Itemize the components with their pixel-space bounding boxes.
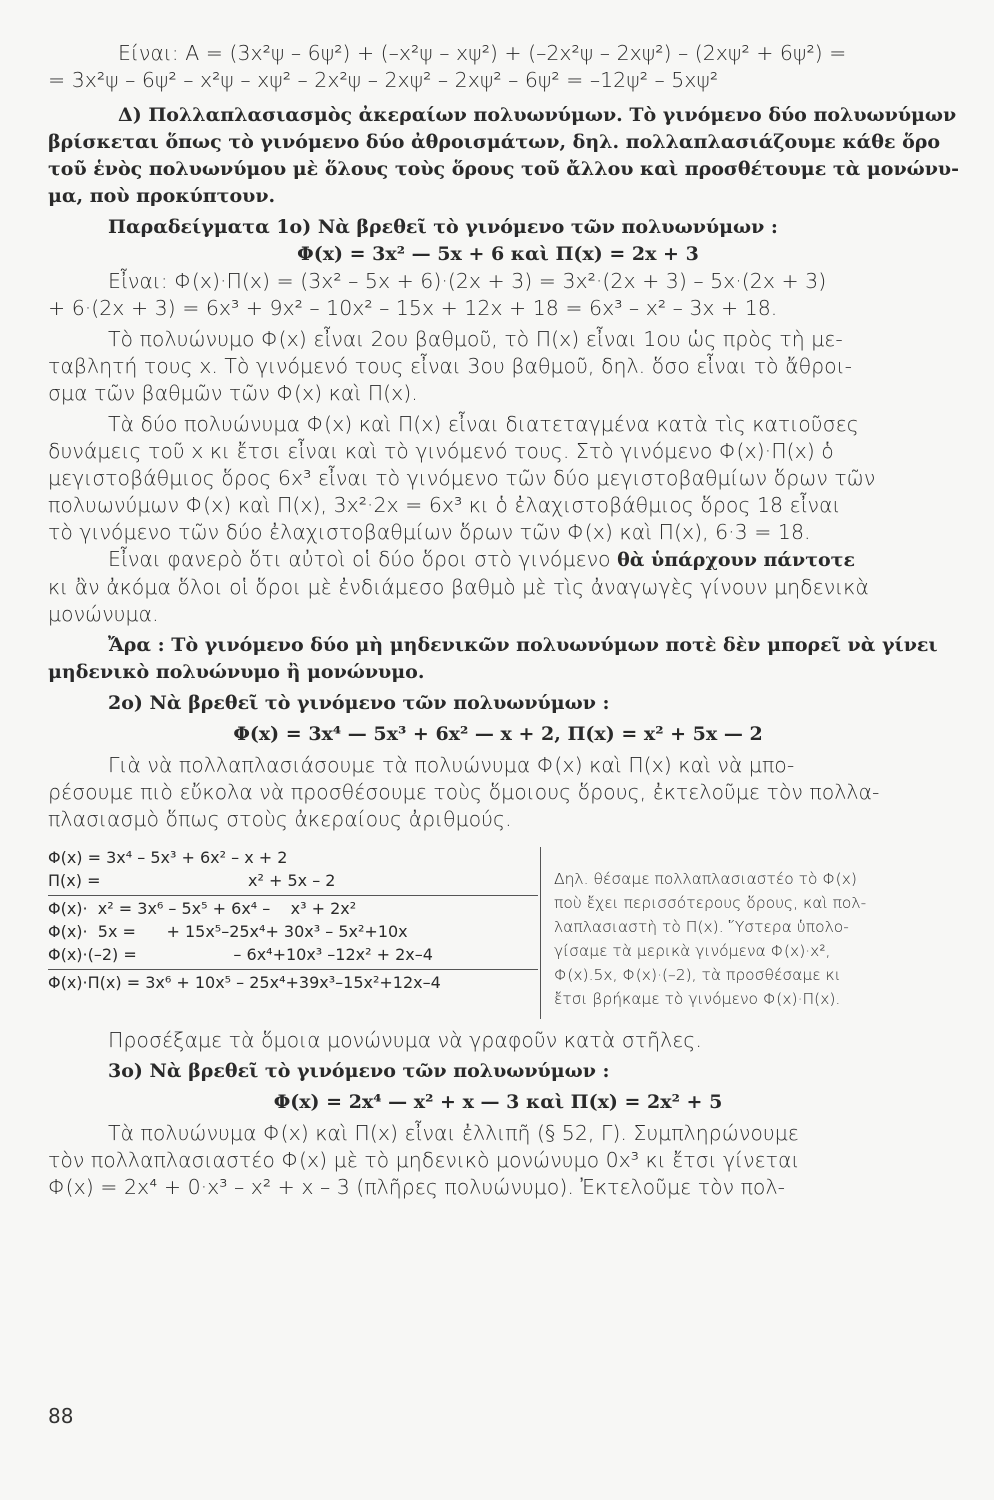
note-line: ποὺ ἔχει περισσότερους ὅρους, καὶ πολ-: [554, 894, 867, 912]
table-row: Φ(x)· 5x = + 15x⁵–25x⁴+ 30x³ – 5x²+10x: [48, 922, 408, 941]
equation-line: + 6·(2x + 3) = 6x³ + 9x² – 10x² – 15x + 12x + 18 = 6x³ – x² – 3x + 18.: [48, 296, 778, 320]
paragraph-line: ταβλητή τους x. Τὸ γινόμενό τους εἶναι 3ου βαθμοῦ, δηλ. ὅσο εἶναι τὸ ἄθροι-: [48, 354, 853, 378]
note-line: ἔτσι βρήκαμε τὸ γινόμενο Φ(x)·Π(x).: [554, 990, 841, 1008]
section-heading: Δ) Πολλαπλασιασμὸς ἀκεραίων πολυωνύμων. Τὸ γινόμενο δύο πολυωνύμων: [118, 104, 957, 126]
paragraph-line: Τὰ δύο πολυώνυμα Φ(x) καὶ Π(x) εἶναι διατεταγμένα κατὰ τὶς κατιοῦσες: [108, 412, 859, 436]
multiplication-table: [48, 847, 538, 995]
table-rule: [48, 895, 538, 896]
table-row: Φ(x)· x² = 3x⁶ – 5x⁵ + 6x⁴ – x³ + 2x²: [48, 899, 357, 918]
equation-line: Εἶναι: Φ(x)·Π(x) = (3x² – 5x + 6)·(2x + 3) = 3x²·(2x + 3) – 5x·(2x + 3): [108, 269, 827, 293]
table-row: Π(x) = x² + 5x – 2: [48, 871, 336, 890]
equation-line: = 3x²ψ – 6ψ² – x²ψ – xψ² – 2x²ψ – 2xψ² – 2xψ² – 6ψ² = –12ψ² – 5xψ²: [48, 68, 719, 92]
paragraph-line: Προσέξαμε τὰ ὅμοια μονώνυμα νὰ γραφοῦν κατὰ στῆλες.: [108, 1028, 702, 1052]
formula: Φ(x) = 3x⁴ — 5x³ + 6x² — x + 2, Π(x) = x² + 5x — 2: [233, 723, 763, 745]
multiplication-layout: [48, 847, 948, 1019]
paragraph-line: πολυωνύμων Φ(x) καὶ Π(x), 3x²·2x = 6x³ κι ὁ ἐλαχιστοβάθμιος ὅρος 18 εἶναι: [48, 493, 841, 517]
paragraph-line: Φ(x) = 2x⁴ + 0·x³ – x² + x – 3 (πλῆρες πολυώνυμο). Ἐκτελοῦμε τὸν πολ-: [48, 1175, 785, 1199]
paragraph-line: πλασιασμὸ ὅπως στοὺς ἀκεραίους ἀριθμούς.: [48, 807, 512, 831]
paragraph-line: κι ἂν ἀκόμα ὅλοι οἱ ὅροι μὲ ἐνδιάμεσο βαθμὸ μὲ τὶς ἀναγωγὲς γίνουν μηδενικὰ: [48, 575, 869, 599]
paragraph-line: μονώνυμα.: [48, 602, 159, 626]
table-row: Φ(x)·(–2) = – 6x⁴+10x³ –12x² + 2x–4: [48, 945, 433, 964]
table-row: Φ(x) = 3x⁴ – 5x³ + 6x² – x + 2: [48, 848, 288, 867]
page-number: 88: [48, 1404, 74, 1428]
conclusion: Ἄρα : Τὸ γινόμενο δύο μὴ μηδενικῶν πολυωνύμων ποτὲ δὲν μπορεῖ νὰ γίνει: [108, 634, 938, 656]
note-line: Δηλ. θέσαμε πολλαπλασιαστέο τὸ Φ(x): [554, 870, 857, 888]
conclusion: μηδενικὸ πολυώνυμο ἢ μονώνυμο.: [48, 661, 425, 683]
table-row-result: Φ(x)·Π(x) = 3x⁶ + 10x⁵ – 25x⁴+39x³–15x²+12x–4: [48, 973, 441, 992]
column-divider: [540, 847, 541, 1019]
note-line: λαπλασιαστὴ τὸ Π(x). Ὕστερα ὑπολο-: [554, 918, 849, 936]
paragraph-line: ρέσουμε πιὸ εὔκολα νὰ προσθέσουμε τοὺς ὅμοιους ὅρους, ἐκτελοῦμε τὸν πολλα-: [48, 780, 880, 804]
emphasis-text: θὰ ὑπάρχουν πάντοτε: [617, 549, 856, 571]
equation-line: Είναι: Α = (3x²ψ – 6ψ²) + (–x²ψ – xψ²) + (–2x²ψ – 2xψ²) – (2xψ² + 6ψ²) =: [118, 41, 847, 65]
paragraph-line: μεγιστοβάθμιος ὅρος 6x³ εἶναι τὸ γινόμενο τῶν δύο μεγιστοβαθμίων ὅρων τῶν: [48, 466, 876, 490]
example-heading: Παραδείγματα 1ο) Νὰ βρεθεῖ τὸ γινόμενο τῶν πολυωνύμων :: [108, 216, 778, 238]
paragraph-line: τοῦ ἑνὸς πολυωνύμου μὲ ὅλους τοὺς ὅρους τοῦ ἄλλου καὶ προσθέτουμε τὰ μονώνυ-: [48, 158, 959, 180]
formula: Φ(x) = 2x⁴ — x² + x — 3 καὶ Π(x) = 2x² + 5: [273, 1091, 723, 1113]
paragraph-text: Εἶναι φανερὸ ὅτι αὐτοὶ οἱ δύο ὅροι στὸ γινόμενο: [108, 547, 618, 571]
paragraph-line: δυνάμεις τοῦ x κι ἔτσι εἶναι καὶ τὸ γινόμενό τους. Στὸ γινόμενο Φ(x)·Π(x) ὁ: [48, 439, 834, 463]
paragraph-line: Τὰ πολυώνυμα Φ(x) καὶ Π(x) εἶναι ἐλλιπῆ (§ 52, Γ). Συμπληρώνουμε: [108, 1121, 799, 1145]
formula: Φ(x) = 3x² — 5x + 6 καὶ Π(x) = 2x + 3: [297, 243, 699, 265]
paragraph-line: σμα τῶν βαθμῶν τῶν Φ(x) καὶ Π(x).: [48, 381, 418, 405]
paragraph-line: βρίσκεται ὅπως τὸ γινόμενο δύο ἀθροισμάτων, δηλ. πολλαπλασιάζουμε κάθε ὅρο: [48, 131, 941, 153]
example-heading: 3ο) Νὰ βρεθεῖ τὸ γινόμενο τῶν πολυωνύμων :: [108, 1060, 610, 1082]
note-line: γίσαμε τὰ μερικὰ γινόμενα Φ(x)·x²,: [554, 942, 831, 960]
page-content: [48, 40, 959, 1201]
paragraph-line: τὸ γινόμενο τῶν δύο ἐλαχιστοβαθμίων ὅρων τῶν Φ(x) καὶ Π(x), 6·3 = 18.: [48, 520, 811, 544]
paragraph-line: τὸν πολλαπλασιαστέο Φ(x) μὲ τὸ μηδενικὸ μονώνυμο 0x³ κι ἔτσι γίνεται: [48, 1148, 800, 1172]
example-heading: 2ο) Νὰ βρεθεῖ τὸ γινόμενο τῶν πολυωνύμων :: [108, 692, 610, 714]
note-line: Φ(x).5x, Φ(x)·(–2), τὰ προσθέσαμε κι: [554, 966, 841, 984]
paragraph-line: [48, 546, 948, 574]
table-rule: [48, 969, 538, 970]
paragraph-line: Τὸ πολυώνυμο Φ(x) εἶναι 2ου βαθμοῦ, τὸ Π(x) εἶναι 1ου ὡς πρὸς τὴ με-: [108, 327, 843, 351]
side-note: [554, 867, 948, 1011]
paragraph-line: μα, ποὺ προκύπτουν.: [48, 185, 276, 207]
paragraph-line: Γιὰ νὰ πολλαπλασιάσουμε τὰ πολυώνυμα Φ(x) καὶ Π(x) καὶ νὰ μπο-: [108, 753, 795, 777]
